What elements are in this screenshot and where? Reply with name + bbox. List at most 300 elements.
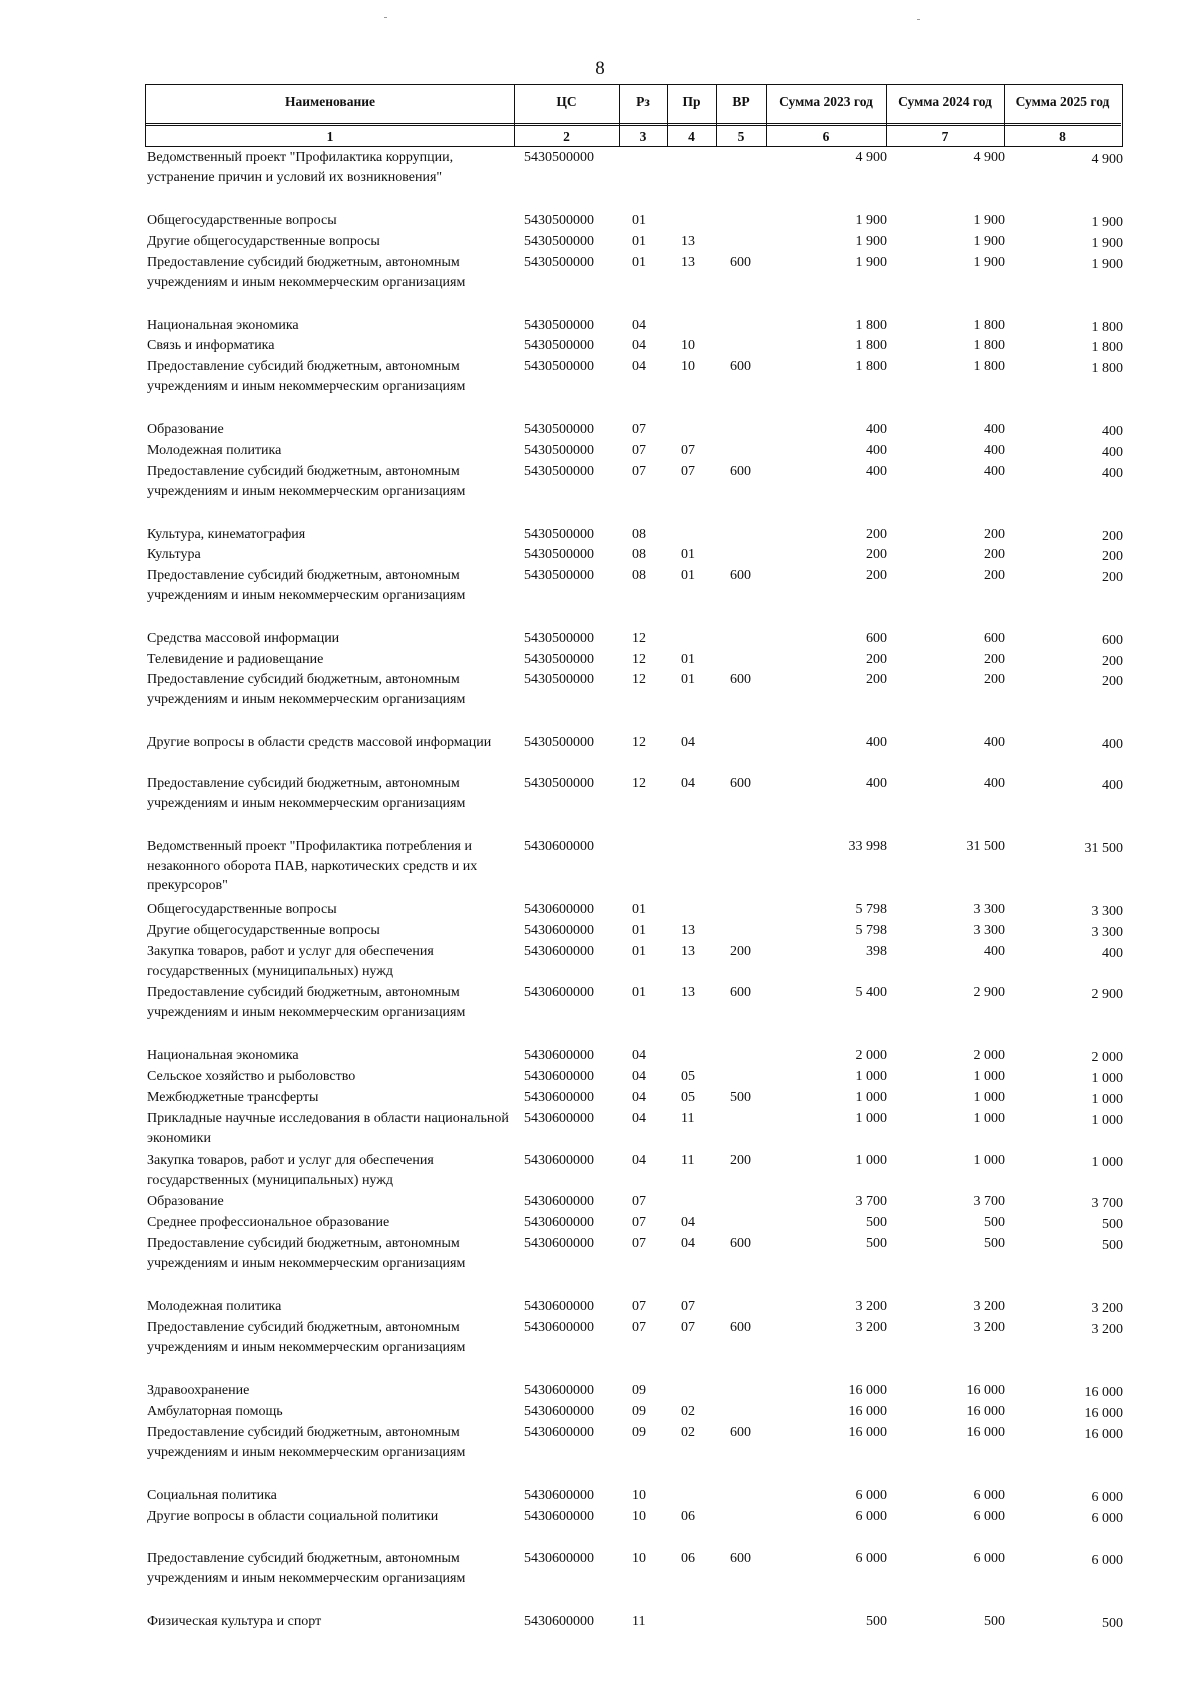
row-sum-2025: 500 [1102, 1238, 1123, 1253]
row-sum-2023: 4 900 [855, 150, 887, 165]
row-sum-2023: 5 798 [855, 923, 887, 938]
row-sum-2025: 500 [1102, 1217, 1123, 1232]
row-vr-code: 200 [730, 944, 751, 959]
row-sum-2023: 3 200 [855, 1299, 887, 1314]
row-vr-code: 600 [730, 464, 751, 479]
row-sum-2025: 400 [1102, 737, 1123, 752]
row-pr-code: 07 [681, 464, 695, 479]
row-name: Предоставление субсидий бюджетным, автономным учреждениям и иным некоммерческим организациям [147, 1320, 466, 1355]
row-pr-code: 10 [681, 338, 695, 353]
row-rz-code: 07 [632, 1215, 646, 1230]
row-pr-code: 11 [681, 1111, 695, 1126]
row-pr-code: 13 [681, 923, 695, 938]
table-header [145, 84, 1123, 147]
row-sum-2023: 1 000 [855, 1153, 887, 1168]
row-rz-code: 12 [632, 735, 646, 750]
row-sum-2023: 3 200 [855, 1320, 887, 1335]
row-pr-code: 13 [681, 234, 695, 249]
row-sum-2024: 3 300 [973, 923, 1005, 938]
row-pr-code: 06 [681, 1509, 695, 1524]
row-sum-2023: 1 900 [855, 234, 887, 249]
row-cs-code: 5430600000 [524, 1153, 594, 1168]
row-sum-2024: 400 [984, 443, 1005, 458]
column-header-pr: Пр [667, 85, 716, 126]
row-cs-code: 5430500000 [524, 631, 594, 646]
row-name: Предоставление субсидий бюджетным, автономным учреждениям и иным некоммерческим организациям [147, 1236, 466, 1271]
row-sum-2025: 2 900 [1091, 987, 1123, 1002]
row-cs-code: 5430600000 [524, 1614, 594, 1629]
row-sum-2023: 5 798 [855, 902, 887, 917]
table-row [0, 462, 1200, 502]
row-sum-2023: 600 [866, 631, 887, 646]
row-sum-2023: 200 [866, 527, 887, 542]
row-sum-2024: 1 000 [973, 1111, 1005, 1126]
row-sum-2023: 6 000 [855, 1551, 887, 1566]
row-sum-2024: 500 [984, 1236, 1005, 1251]
column-divider [1004, 85, 1005, 146]
row-rz-code: 09 [632, 1383, 646, 1398]
row-sum-2023: 500 [866, 1614, 887, 1629]
row-cs-code: 5430500000 [524, 735, 594, 750]
row-sum-2024: 1 000 [973, 1153, 1005, 1168]
table-row [0, 1507, 1200, 1547]
row-vr-code: 600 [730, 985, 751, 1000]
row-pr-code: 11 [681, 1153, 695, 1168]
row-pr-code: 05 [681, 1069, 695, 1084]
row-pr-code: 04 [681, 1215, 695, 1230]
row-sum-2025: 200 [1102, 674, 1123, 689]
row-rz-code: 10 [632, 1509, 646, 1524]
row-sum-2024: 16 000 [966, 1404, 1005, 1419]
row-vr-code: 600 [730, 1425, 751, 1440]
table-row [0, 253, 1200, 293]
row-cs-code: 5430500000 [524, 150, 594, 165]
row-pr-code: 07 [681, 1299, 695, 1314]
row-sum-2023: 1 800 [855, 359, 887, 374]
row-pr-code: 01 [681, 547, 695, 562]
page-number: 8 [595, 58, 605, 79]
row-cs-code: 5430600000 [524, 1509, 594, 1524]
row-sum-2024: 1 000 [973, 1069, 1005, 1084]
row-name: Культура [147, 547, 201, 562]
row-sum-2025: 2 000 [1091, 1050, 1123, 1065]
row-cs-code: 5430600000 [524, 1048, 594, 1063]
row-sum-2025: 16 000 [1084, 1385, 1123, 1400]
row-name: Ведомственный проект "Профилактика потребления и незаконного оборота ПАВ, наркотических средств и их прекурсоров" [147, 839, 478, 893]
row-name: Среднее профессиональное образование [147, 1215, 390, 1230]
column-number: 7 [941, 129, 949, 144]
row-name: Предоставление субсидий бюджетным, автономным учреждениям и иным некоммерческим организациям [147, 568, 466, 603]
row-sum-2025: 200 [1102, 570, 1123, 585]
row-sum-2025: 3 300 [1091, 925, 1123, 940]
row-cs-code: 5430500000 [524, 213, 594, 228]
row-pr-code: 04 [681, 1236, 695, 1251]
row-sum-2024: 400 [984, 464, 1005, 479]
row-vr-code: 500 [730, 1090, 751, 1105]
row-rz-code: 08 [632, 547, 646, 562]
row-name: Предоставление субсидий бюджетным, автономным учреждениям и иным некоммерческим организациям [147, 776, 466, 811]
table-row [0, 566, 1200, 606]
row-sum-2024: 1 900 [973, 234, 1005, 249]
scan-mark [384, 17, 387, 18]
row-rz-code: 04 [632, 1090, 646, 1105]
row-rz-code: 01 [632, 234, 646, 249]
row-sum-2024: 2 000 [973, 1048, 1005, 1063]
row-name: Средства массовой информации [147, 631, 340, 646]
row-sum-2023: 400 [866, 443, 887, 458]
column-header-sum-2024: Сумма 2024 год [886, 85, 1004, 126]
row-sum-2025: 1 000 [1091, 1071, 1123, 1086]
row-rz-code: 12 [632, 631, 646, 646]
row-rz-code: 07 [632, 1320, 646, 1335]
row-sum-2023: 1 000 [855, 1111, 887, 1126]
row-cs-code: 5430600000 [524, 1194, 594, 1209]
row-sum-2025: 3 700 [1091, 1196, 1123, 1211]
column-divider [716, 85, 717, 146]
table-row [0, 733, 1200, 773]
row-cs-code: 5430500000 [524, 422, 594, 437]
row-rz-code: 07 [632, 1299, 646, 1314]
row-sum-2023: 200 [866, 547, 887, 562]
row-sum-2024: 400 [984, 735, 1005, 750]
row-pr-code: 04 [681, 735, 695, 750]
row-name: Прикладные научные исследования в области национальной экономики [147, 1111, 509, 1146]
row-sum-2025: 6 000 [1091, 1553, 1123, 1568]
table-row [0, 1612, 1200, 1652]
table-row [0, 1549, 1200, 1589]
row-name: Предоставление субсидий бюджетным, автономным учреждениям и иным некоммерческим организациям [147, 985, 466, 1020]
row-sum-2025: 600 [1102, 633, 1123, 648]
row-rz-code: 01 [632, 923, 646, 938]
row-name: Культура, кинематография [147, 527, 306, 542]
row-name: Телевидение и радиовещание [147, 652, 324, 667]
row-sum-2025: 3 200 [1091, 1301, 1123, 1316]
row-cs-code: 5430600000 [524, 1320, 594, 1335]
row-sum-2025: 4 900 [1091, 152, 1123, 167]
row-sum-2025: 1 800 [1091, 340, 1123, 355]
row-sum-2024: 500 [984, 1215, 1005, 1230]
row-sum-2024: 16 000 [966, 1383, 1005, 1398]
table-row [0, 983, 1200, 1023]
row-cs-code: 5430600000 [524, 902, 594, 917]
row-pr-code: 01 [681, 672, 695, 687]
row-sum-2025: 1 900 [1091, 257, 1123, 272]
row-name: Национальная экономика [147, 318, 299, 333]
row-sum-2025: 1 800 [1091, 320, 1123, 335]
row-sum-2024: 6 000 [973, 1551, 1005, 1566]
row-sum-2023: 400 [866, 735, 887, 750]
row-cs-code: 5430500000 [524, 776, 594, 791]
row-sum-2024: 200 [984, 527, 1005, 542]
row-sum-2025: 1 900 [1091, 236, 1123, 251]
row-rz-code: 01 [632, 255, 646, 270]
column-header-sum-2023: Сумма 2023 год [766, 85, 886, 126]
row-cs-code: 5430500000 [524, 464, 594, 479]
row-rz-code: 01 [632, 213, 646, 228]
row-cs-code: 5430500000 [524, 652, 594, 667]
row-rz-code: 07 [632, 1236, 646, 1251]
column-header-sum-2025: Сумма 2025 год [1004, 85, 1121, 126]
row-rz-code: 12 [632, 652, 646, 667]
column-divider [886, 85, 887, 146]
column-number: 2 [563, 129, 570, 144]
row-cs-code: 5430600000 [524, 923, 594, 938]
row-sum-2024: 1 800 [973, 338, 1005, 353]
row-rz-code: 09 [632, 1425, 646, 1440]
row-sum-2024: 1 800 [973, 359, 1005, 374]
column-number: 3 [639, 129, 647, 144]
row-rz-code: 04 [632, 338, 646, 353]
row-sum-2024: 3 200 [973, 1299, 1005, 1314]
row-name: Закупка товаров, работ и услуг для обеспечения государственных (муниципальных) нужд [147, 944, 434, 979]
row-name: Другие вопросы в области средств массовой информации [147, 735, 492, 750]
row-rz-code: 04 [632, 1153, 646, 1168]
row-rz-code: 01 [632, 985, 646, 1000]
row-name: Амбулаторная помощь [147, 1404, 283, 1419]
row-rz-code: 11 [632, 1614, 646, 1629]
row-sum-2024: 200 [984, 672, 1005, 687]
row-sum-2024: 3 300 [973, 902, 1005, 917]
row-rz-code: 04 [632, 1048, 646, 1063]
row-cs-code: 5430500000 [524, 338, 594, 353]
row-rz-code: 12 [632, 776, 646, 791]
column-divider [514, 85, 515, 146]
row-sum-2025: 400 [1102, 778, 1123, 793]
row-sum-2023: 400 [866, 776, 887, 791]
row-sum-2024: 400 [984, 422, 1005, 437]
row-sum-2025: 400 [1102, 445, 1123, 460]
row-vr-code: 200 [730, 1153, 751, 1168]
row-sum-2023: 200 [866, 652, 887, 667]
row-pr-code: 02 [681, 1404, 695, 1419]
row-vr-code: 600 [730, 672, 751, 687]
row-sum-2025: 3 200 [1091, 1322, 1123, 1337]
row-sum-2023: 1 800 [855, 338, 887, 353]
row-sum-2023: 500 [866, 1215, 887, 1230]
row-rz-code: 07 [632, 443, 646, 458]
row-sum-2023: 400 [866, 464, 887, 479]
row-sum-2025: 500 [1102, 1616, 1123, 1631]
row-sum-2025: 400 [1102, 466, 1123, 481]
row-sum-2025: 1 900 [1091, 215, 1123, 230]
column-number: 4 [688, 129, 695, 144]
row-vr-code: 600 [730, 776, 751, 791]
column-divider [619, 85, 620, 146]
row-cs-code: 5430600000 [524, 985, 594, 1000]
row-name: Предоставление субсидий бюджетным, автономным учреждениям и иным некоммерческим организациям [147, 359, 466, 394]
row-sum-2023: 1 800 [855, 318, 887, 333]
row-cs-code: 5430500000 [524, 255, 594, 270]
table-row [0, 1151, 1200, 1191]
row-sum-2025: 200 [1102, 549, 1123, 564]
row-name: Связь и информатика [147, 338, 275, 353]
row-sum-2024: 200 [984, 568, 1005, 583]
row-pr-code: 01 [681, 568, 695, 583]
row-sum-2023: 398 [866, 944, 887, 959]
row-sum-2024: 200 [984, 652, 1005, 667]
row-rz-code: 04 [632, 1069, 646, 1084]
row-sum-2024: 3 200 [973, 1320, 1005, 1335]
row-cs-code: 5430500000 [524, 318, 594, 333]
row-rz-code: 09 [632, 1404, 646, 1419]
column-divider [766, 85, 767, 146]
column-number: 6 [822, 129, 830, 144]
row-vr-code: 600 [730, 568, 751, 583]
row-rz-code: 04 [632, 318, 646, 333]
row-cs-code: 5430500000 [524, 527, 594, 542]
row-sum-2023: 500 [866, 1236, 887, 1251]
column-header-rz: Рз [619, 85, 667, 126]
row-rz-code: 04 [632, 1111, 646, 1126]
row-sum-2023: 2 000 [855, 1048, 887, 1063]
row-sum-2023: 16 000 [848, 1404, 887, 1419]
row-pr-code: 13 [681, 985, 695, 1000]
row-sum-2025: 1 800 [1091, 361, 1123, 376]
row-pr-code: 07 [681, 1320, 695, 1335]
column-header-name: Наименование [146, 85, 514, 126]
row-name: Здравоохранение [147, 1383, 250, 1398]
row-sum-2024: 600 [984, 631, 1005, 646]
row-cs-code: 5430500000 [524, 234, 594, 249]
row-sum-2023: 33 998 [848, 839, 887, 854]
column-number: 1 [326, 129, 334, 144]
table-row [0, 942, 1200, 982]
column-header-vr: ВР [716, 85, 766, 126]
row-sum-2025: 400 [1102, 946, 1123, 961]
table-row [0, 148, 1200, 188]
row-cs-code: 5430600000 [524, 1069, 594, 1084]
column-header-cs: ЦС [514, 85, 619, 126]
row-sum-2025: 16 000 [1084, 1427, 1123, 1442]
row-rz-code: 07 [632, 464, 646, 479]
row-rz-code: 08 [632, 527, 646, 542]
row-sum-2025: 16 000 [1084, 1406, 1123, 1421]
row-cs-code: 5430600000 [524, 1551, 594, 1566]
row-sum-2024: 1 900 [973, 213, 1005, 228]
row-rz-code: 04 [632, 359, 646, 374]
row-sum-2025: 400 [1102, 424, 1123, 439]
row-cs-code: 5430600000 [524, 1404, 594, 1419]
row-sum-2023: 200 [866, 672, 887, 687]
row-cs-code: 5430500000 [524, 443, 594, 458]
row-cs-code: 5430600000 [524, 1215, 594, 1230]
row-sum-2023: 3 700 [855, 1194, 887, 1209]
row-vr-code: 600 [730, 1320, 751, 1335]
column-number: 5 [737, 129, 745, 144]
row-sum-2024: 1 800 [973, 318, 1005, 333]
row-pr-code: 07 [681, 443, 695, 458]
row-vr-code: 600 [730, 255, 751, 270]
row-sum-2025: 6 000 [1091, 1490, 1123, 1505]
row-cs-code: 5430500000 [524, 547, 594, 562]
row-name: Предоставление субсидий бюджетным, автономным учреждениям и иным некоммерческим организациям [147, 1551, 466, 1586]
row-rz-code: 08 [632, 568, 646, 583]
row-cs-code: 5430600000 [524, 1299, 594, 1314]
row-name: Другие общегосударственные вопросы [147, 234, 380, 249]
row-cs-code: 5430600000 [524, 1111, 594, 1126]
row-cs-code: 5430600000 [524, 1488, 594, 1503]
row-cs-code: 5430600000 [524, 1383, 594, 1398]
row-name: Молодежная политика [147, 443, 282, 458]
row-name: Другие общегосударственные вопросы [147, 923, 380, 938]
row-name: Национальная экономика [147, 1048, 299, 1063]
row-sum-2024: 500 [984, 1614, 1005, 1629]
table-row [0, 357, 1200, 397]
table-row [0, 1109, 1200, 1149]
row-name: Предоставление субсидий бюджетным, автономным учреждениям и иным некоммерческим организациям [147, 672, 466, 707]
row-rz-code: 10 [632, 1551, 646, 1566]
row-name: Предоставление субсидий бюджетным, автономным учреждениям и иным некоммерческим организациям [147, 464, 466, 499]
row-sum-2025: 6 000 [1091, 1511, 1123, 1526]
row-sum-2024: 4 900 [973, 150, 1005, 165]
row-sum-2023: 6 000 [855, 1509, 887, 1524]
row-cs-code: 5430500000 [524, 568, 594, 583]
row-sum-2024: 1 000 [973, 1090, 1005, 1105]
table-row [0, 1423, 1200, 1463]
row-sum-2023: 1 000 [855, 1069, 887, 1084]
row-pr-code: 05 [681, 1090, 695, 1105]
row-name: Предоставление субсидий бюджетным, автономным учреждениям и иным некоммерческим организациям [147, 1425, 466, 1460]
table-row [0, 1318, 1200, 1358]
row-sum-2023: 1 900 [855, 213, 887, 228]
row-cs-code: 5430600000 [524, 944, 594, 959]
row-sum-2024: 6 000 [973, 1509, 1005, 1524]
row-name: Образование [147, 1194, 224, 1209]
row-sum-2023: 1 900 [855, 255, 887, 270]
row-rz-code: 01 [632, 944, 646, 959]
row-name: Молодежная политика [147, 1299, 282, 1314]
row-rz-code: 01 [632, 902, 646, 917]
row-rz-code: 07 [632, 1194, 646, 1209]
row-sum-2024: 16 000 [966, 1425, 1005, 1440]
row-pr-code: 13 [681, 944, 695, 959]
row-pr-code: 01 [681, 652, 695, 667]
row-sum-2024: 6 000 [973, 1488, 1005, 1503]
column-number: 8 [1059, 129, 1066, 144]
row-name: Общегосударственные вопросы [147, 213, 337, 228]
row-sum-2025: 200 [1102, 654, 1123, 669]
row-vr-code: 600 [730, 1551, 751, 1566]
row-sum-2023: 1 000 [855, 1090, 887, 1105]
row-name: Сельское хозяйство и рыболовство [147, 1069, 356, 1084]
row-pr-code: 04 [681, 776, 695, 791]
row-sum-2024: 400 [984, 944, 1005, 959]
row-cs-code: 5430500000 [524, 672, 594, 687]
row-sum-2024: 200 [984, 547, 1005, 562]
row-name: Общегосударственные вопросы [147, 902, 337, 917]
row-rz-code: 12 [632, 672, 646, 687]
scan-mark [917, 19, 920, 20]
row-name: Межбюджетные трансферты [147, 1090, 319, 1105]
row-vr-code: 600 [730, 1236, 751, 1251]
row-name: Образование [147, 422, 224, 437]
row-vr-code: 600 [730, 359, 751, 374]
row-sum-2023: 16 000 [848, 1425, 887, 1440]
row-pr-code: 06 [681, 1551, 695, 1566]
row-sum-2023: 5 400 [855, 985, 887, 1000]
row-rz-code: 07 [632, 422, 646, 437]
row-name: Предоставление субсидий бюджетным, автономным учреждениям и иным некоммерческим организациям [147, 255, 466, 290]
row-name: Закупка товаров, работ и услуг для обеспечения государственных (муниципальных) нужд [147, 1153, 434, 1188]
column-divider [667, 85, 668, 146]
row-sum-2024: 1 900 [973, 255, 1005, 270]
row-sum-2025: 3 300 [1091, 904, 1123, 919]
row-rz-code: 10 [632, 1488, 646, 1503]
table-row [0, 1234, 1200, 1274]
row-sum-2023: 6 000 [855, 1488, 887, 1503]
row-sum-2023: 16 000 [848, 1383, 887, 1398]
row-cs-code: 5430500000 [524, 359, 594, 374]
